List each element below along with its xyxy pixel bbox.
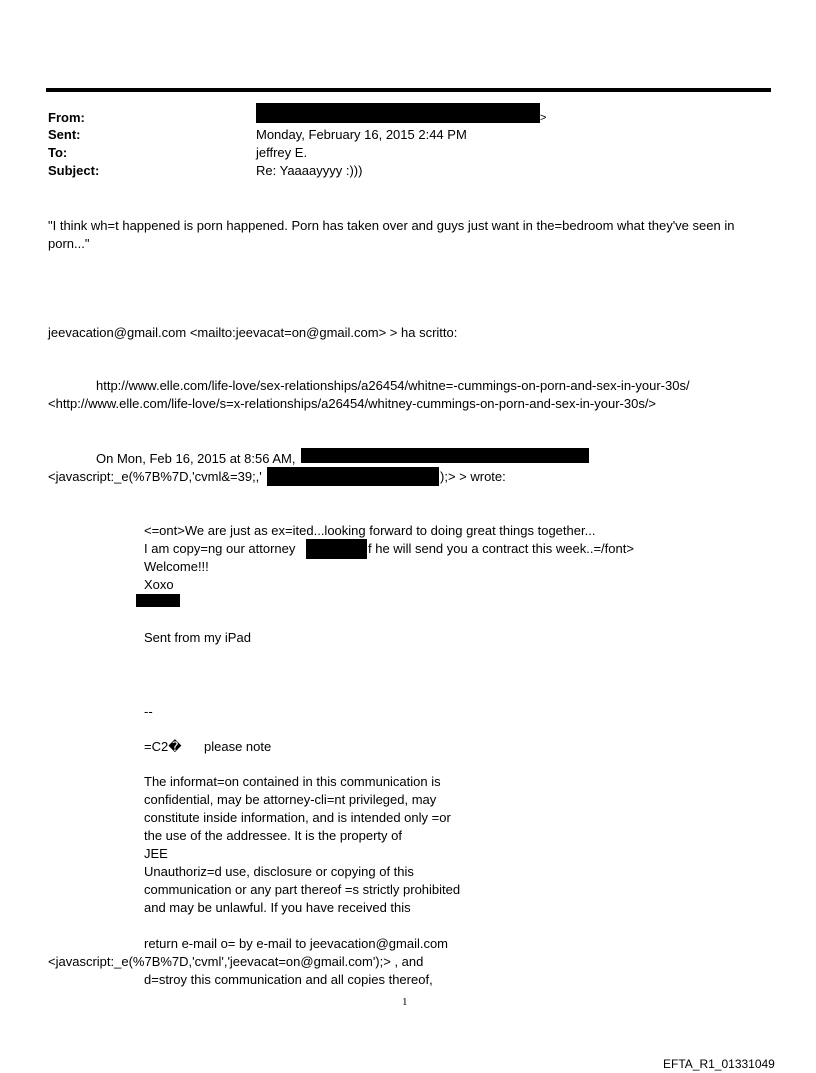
inner-sent-from: Sent from my iPad xyxy=(144,630,251,645)
disclaimer-line: constitute inside information, and is intended only =or xyxy=(144,810,451,825)
to-value: jeffrey E. xyxy=(256,145,308,160)
sig-note: please note xyxy=(204,739,272,754)
disclaimer-line: Unauthoriz=d use, disclosure or copying of this xyxy=(144,864,414,879)
on-line-2-suffix: );> > wrote: xyxy=(440,469,506,484)
inner-welcome: Welcome!!! xyxy=(144,559,209,574)
to-label: To: xyxy=(48,145,68,160)
from-label: From: xyxy=(48,110,85,125)
inner-line-2-prefix: I am copy=ng our attorney xyxy=(144,541,296,556)
page-number: 1 xyxy=(402,996,408,1008)
redacted-name-1 xyxy=(301,448,589,463)
sent-value: Monday, February 16, 2015 2:44 PM xyxy=(256,127,467,142)
disclaimer-line: communication or any part thereof =s strictly prohibited xyxy=(144,882,461,897)
on-line-prefix: On Mon, Feb 16, 2015 at 8:56 AM, xyxy=(96,451,296,466)
subject-value: Re: Yaaaayyyy :))) xyxy=(256,163,363,178)
disclaimer-line: confidential, may be attorney-cli=nt privileged, may xyxy=(144,792,437,807)
sent-label: Sent: xyxy=(48,127,81,142)
return-line-3: d=stroy this communication and all copies thereof, xyxy=(144,972,433,987)
redacted-signature xyxy=(136,594,180,607)
redacted-address-1 xyxy=(267,467,439,486)
disclaimer-line: JEE xyxy=(144,846,168,861)
on-line-2-prefix: <javascript:_e(%7B%7D,'cvml&=39;,' xyxy=(48,469,262,484)
redacted-sender xyxy=(256,103,540,123)
sig-dashes: -- xyxy=(144,704,153,719)
link-line-2: <http://www.elle.com/life-love/s=x-relationships/a26454/whitney-cummings-on-porn-and-sex-in-your-30s/> xyxy=(48,396,657,411)
disclaimer-line: the use of the addressee. It is the property of xyxy=(144,828,402,843)
reply-header: jeevacation@gmail.com <mailto:jeevacat=on@gmail.com> > ha scritto: xyxy=(48,325,458,340)
redacted-attorney xyxy=(306,539,367,559)
return-line-1: return e-mail o= by e-mail to jeevacation@gmail.com xyxy=(144,936,449,951)
disclaimer-line: and may be unlawful. If you have received this xyxy=(144,900,411,915)
disclaimer-line: The informat=on contained in this communication is xyxy=(144,774,441,789)
subject-label: Subject: xyxy=(48,163,100,178)
document-id: EFTA_R1_01331049 xyxy=(663,1057,775,1071)
from-value-suffix: > xyxy=(540,112,547,124)
inner-xoxo: Xoxo xyxy=(144,577,174,592)
return-line-2: <javascript:_e(%7B%7D,'cvml','jeevacat=on@gmail.com');> , and xyxy=(48,954,424,969)
inner-line-2-suffix: f he will send you a contract this week..=/font> xyxy=(368,541,634,556)
quote-line-2: porn..." xyxy=(48,236,90,251)
link-line-1: http://www.elle.com/life-love/sex-relationships/a26454/whitne=-cummings-on-porn-and-sex-in-your-30s/ xyxy=(96,378,690,393)
quote-line-1: "I think wh=t happened is porn happened. Porn has taken over and guys just want in the=bedroom what they've seen in xyxy=(48,218,735,233)
inner-line-1: <=ont>We are just as ex=ited...looking forward to doing great things together... xyxy=(144,523,596,538)
header-rule xyxy=(46,88,771,92)
sig-note-prefix: =C2� xyxy=(144,739,182,754)
